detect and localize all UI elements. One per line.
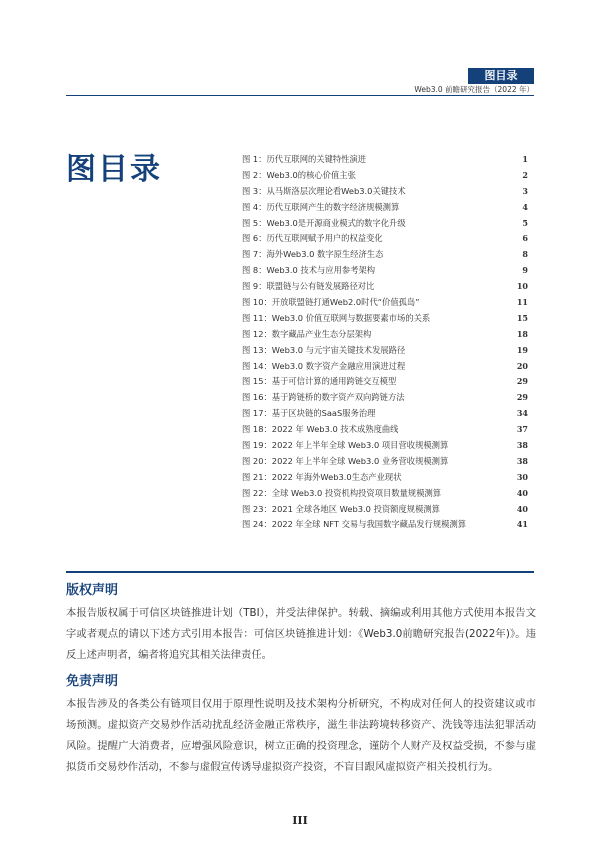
copyright-divider bbox=[66, 571, 534, 573]
toc-entry[interactable] bbox=[242, 405, 528, 421]
toc-entry[interactable] bbox=[242, 167, 528, 183]
toc-entry-label: 图 21：2022 年海外Web3.0生态产业现状 bbox=[242, 471, 402, 482]
toc-entry-page: 8 bbox=[522, 249, 528, 260]
toc-entry[interactable] bbox=[242, 326, 528, 342]
toc-entry-page: 34 bbox=[516, 408, 528, 419]
toc-entry[interactable] bbox=[242, 389, 528, 405]
toc-entry-page: 15 bbox=[516, 312, 528, 323]
toc-entry[interactable] bbox=[242, 215, 528, 231]
toc-entry-page: 40 bbox=[516, 487, 528, 498]
toc-entry[interactable] bbox=[242, 437, 528, 453]
toc-entry[interactable] bbox=[242, 373, 528, 389]
toc-entry-label: 图 14：Web3.0 数字资产金融应用演进过程 bbox=[242, 360, 406, 371]
toc-entry-page: 19 bbox=[516, 344, 528, 355]
toc-entry-page: 37 bbox=[516, 424, 528, 435]
toc-entry-label: 图 18：2022 年 Web3.0 技术成熟度曲线 bbox=[242, 424, 399, 435]
copyright-heading: 版权声明 bbox=[66, 583, 119, 598]
disclaimer-heading: 免责声明 bbox=[66, 674, 119, 689]
toc-entry-label: 图 9：联盟链与公有链发展路径对比 bbox=[242, 281, 375, 292]
toc-entry-label: 图 15：基于可信计算的通用跨链交互模型 bbox=[242, 376, 397, 387]
toc-entry-page: 38 bbox=[516, 455, 528, 466]
toc-entry-label: 图 7：海外Web3.0 数字原生经济生态 bbox=[242, 249, 384, 260]
toc-entry-label: 图 11：Web3.0 价值互联网与数据要素市场的关系 bbox=[242, 312, 431, 323]
toc-entry[interactable] bbox=[242, 453, 528, 469]
toc-entry-label: 图 5：Web3.0是开源商业模式的数字化升级 bbox=[242, 217, 406, 228]
toc-entry-label: 图 23：2021 全球各地区 Web3.0 投资额度规模测算 bbox=[242, 503, 440, 514]
toc-entry-page: 6 bbox=[522, 233, 528, 244]
toc-entry[interactable] bbox=[242, 358, 528, 374]
toc-entry-page: 4 bbox=[522, 201, 528, 212]
toc-entry[interactable] bbox=[242, 469, 528, 485]
toc-entry-page: 29 bbox=[516, 376, 528, 387]
toc-entry-label: 图 19：2022 年上半年全球 Web3.0 项目营收规模测算 bbox=[242, 439, 449, 450]
toc-entry-page: 9 bbox=[522, 265, 528, 276]
toc-entry[interactable] bbox=[242, 199, 528, 215]
toc-entry[interactable] bbox=[242, 294, 528, 310]
toc-entry-label: 图 8：Web3.0 技术与应用参考架构 bbox=[242, 265, 376, 276]
toc-entry-page: 3 bbox=[522, 185, 528, 196]
toc-entry-label: 图 13：Web3.0 与元宇宙关键技术发展路径 bbox=[242, 344, 406, 355]
toc-entry-page: 29 bbox=[516, 392, 528, 403]
toc-entry-label: 图 12：数字藏品产业生态分层架构 bbox=[242, 328, 372, 339]
toc-entry-page: 11 bbox=[516, 296, 528, 307]
copyright-text: 本报告版权属于可信区块链推进计划（TBI），并受法律保护。转载、摘编或利用其他方式使用本报告文字或者观点的请以下述方式引用本报告：可信区块链推进计划：《Web3.0前瞻研究报告(2022年)》。违反上述声明者，编者将追究其相关法律责任。 bbox=[66, 607, 536, 661]
toc-entry[interactable] bbox=[242, 246, 528, 262]
toc-entry[interactable] bbox=[242, 151, 528, 167]
toc-entry-label: 图 6：历代互联网赋予用户的权益变化 bbox=[242, 233, 383, 244]
disclaimer-text: 本报告涉及的各类公有链项目仅用于原理性说明及技术架构分析研究，不构成对任何人的投资建议或市场预测。虚拟资产交易炒作活动扰乱经济金融正常秩序，滋生非法跨境转移资产、洗钱等违法犯罪活动风险。提醒广大消费者，应增强风险意识，树立正确的投资理念，谨防个人财产及权益受损，不参与虚拟货币交易炒作活动，不参与虚假宣传诱导虚拟资产投资，不盲目跟风虚拟资产相关投机行为。 bbox=[66, 698, 536, 773]
report-subtitle: Web3.0 前瞻研究报告（2022 年） bbox=[414, 85, 534, 94]
page-number: III bbox=[292, 814, 308, 827]
header-divider bbox=[66, 95, 534, 96]
toc-entry-page: 2 bbox=[522, 169, 528, 180]
toc-entry-page: 18 bbox=[516, 328, 528, 339]
toc-entry-page: 30 bbox=[516, 471, 528, 482]
toc-entry[interactable] bbox=[242, 262, 528, 278]
toc-entry-label: 图 16：基于跨链桥的数字资产双向跨链方法 bbox=[242, 392, 405, 403]
toc-entry-page: 38 bbox=[516, 439, 528, 450]
toc-entry[interactable] bbox=[242, 310, 528, 326]
figure-index-title: 图目录 bbox=[66, 152, 162, 187]
toc-entry[interactable] bbox=[242, 183, 528, 199]
toc-entry-label: 图 10：开放联盟链打通Web2.0时代“价值孤岛” bbox=[242, 296, 420, 307]
toc-entry-label: 图 24：2022 年全球 NFT 交易与我国数字藏品发行规模测算 bbox=[242, 519, 467, 530]
toc-entry-page: 20 bbox=[516, 360, 528, 371]
toc-entry-label: 图 17：基于区块链的SaaS服务治理 bbox=[242, 408, 376, 419]
toc-entry[interactable] bbox=[242, 342, 528, 358]
toc-entry-page: 1 bbox=[522, 153, 528, 164]
toc-entry-page: 10 bbox=[516, 281, 528, 292]
toc-entry-page: 40 bbox=[516, 503, 528, 514]
toc-entry-page: 5 bbox=[522, 217, 528, 228]
toc-entry-label: 图 2：Web3.0的核心价值主张 bbox=[242, 169, 356, 180]
toc-entry[interactable] bbox=[242, 516, 528, 532]
figure-index-list bbox=[242, 151, 528, 532]
toc-entry-page: 41 bbox=[516, 519, 528, 530]
toc-entry[interactable] bbox=[242, 421, 528, 437]
toc-entry-label: 图 4：历代互联网产生的数字经济规模测算 bbox=[242, 201, 400, 212]
toc-entry[interactable] bbox=[242, 485, 528, 501]
toc-entry-label: 图 20：2022 年上半年全球 Web3.0 业务营收规模测算 bbox=[242, 455, 449, 466]
toc-entry-label: 图 3：从马斯洛层次理论看Web3.0关键技术 bbox=[242, 185, 406, 196]
toc-entry[interactable] bbox=[242, 501, 528, 517]
toc-entry[interactable] bbox=[242, 278, 528, 294]
toc-entry[interactable] bbox=[242, 230, 528, 246]
header-section-tab: 图目录 bbox=[468, 68, 534, 84]
toc-entry-label: 图 1：历代互联网的关键特性演进 bbox=[242, 153, 367, 164]
toc-entry-label: 图 22：全球 Web3.0 投资机构投资项目数量规模测算 bbox=[242, 487, 442, 498]
